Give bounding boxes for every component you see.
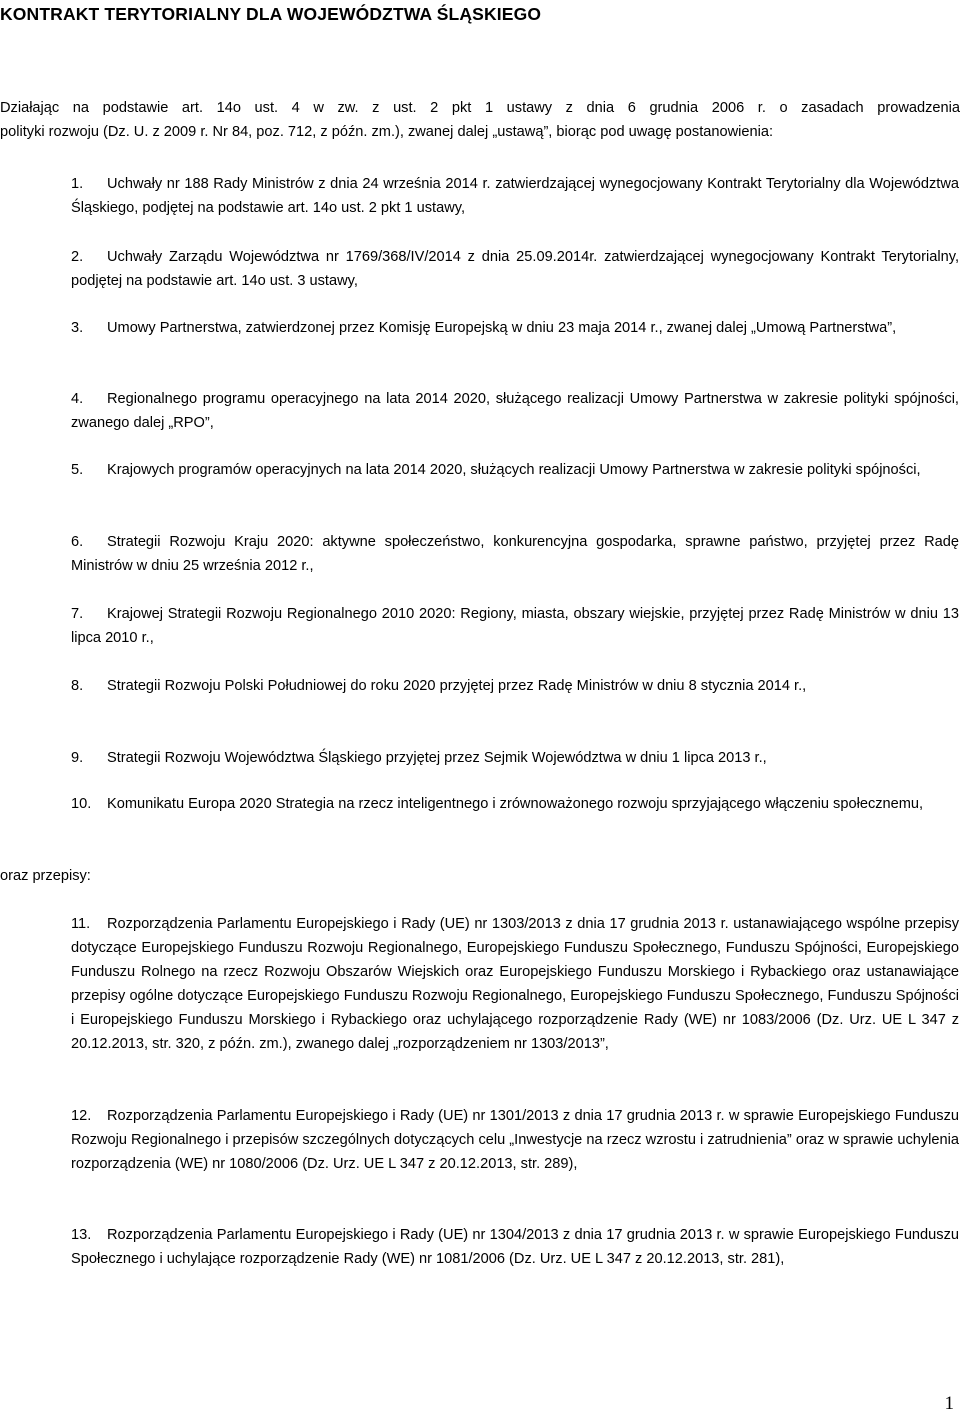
page-number: 1	[944, 1393, 954, 1414]
list-item: 9. Strategii Rozwoju Województwa Śląskiego przyjętej przez Sejmik Województwa w dniu 1 lipca 2013 r.,	[71, 750, 767, 766]
list-item: 3. Umowy Partnerstwa, zatwierdzonej przez Komisję Europejską w dniu 23 maja 2014 r., zwanej dalej „Umową Partnerstwa”,	[71, 320, 897, 336]
list-item: 10. Komunikatu Europa 2020 Strategia na rzecz inteligentnego i zrównoważonego rozwoju sprzyjającego włączeniu społecznemu,	[71, 796, 924, 812]
list-item: 2. Uchwały Zarządu Województwa nr 1769/368/IV/2014 z dnia 25.09.2014r. zatwierdzającej wynegocjowany Kontrakt Terytorialny, podjętej na podstawie art. 14o ust. 3 ustawy,	[71, 249, 959, 289]
list-item: 6. Strategii Rozwoju Kraju 2020: aktywne społeczeństwo, konkurencyjna gospodarka, sprawne państwo, przyjętej przez Radę Ministrów w dniu 25 września 2012 r.,	[71, 534, 959, 574]
list-item: 13. Rozporządzenia Parlamentu Europejskiego i Rady (UE) nr 1304/2013 z dnia 17 grudnia 2013 r. w sprawie Europejskiego Funduszu Społecznego i uchylające rozporządzenie Rady (WE) nr 1081/2006 (Dz. Urz. UE L 347 z 20.12.2013, str. 281),	[71, 1227, 959, 1267]
intro-line-1: Działając na podstawie art. 14o ust. 4 w zw. z ust. 2 pkt 1 ustawy z dnia 6 grudnia 2006 r. o zasadach prowadzenia	[0, 100, 960, 116]
list-item: 4. Regionalnego programu operacyjnego na lata 2014 2020, służącego realizacji Umowy Partnerstwa w zakresie polityki spójności, zwanego dalej „RPO”,	[71, 391, 959, 431]
list-item: 7. Krajowej Strategii Rozwoju Regionalnego 2010 2020: Regiony, miasta, obszary wiejskie, przyjętej przez Radę Ministrów w dniu 13 lipca 2010 r.,	[71, 606, 959, 646]
list-item: 11. Rozporządzenia Parlamentu Europejskiego i Rady (UE) nr 1303/2013 z dnia 17 grudnia 2013 r. ustanawiającego wspólne przepisy dotyczące Europejskiego Funduszu Rozwoju Regionalnego, Europejskiego Funduszu Społecznego, Funduszu Spójności, Europejskiego Funduszu Rolnego na rzecz Rozwoju Obszarów Wiejskich oraz Europejskiego Funduszu Morskiego i Rybackiego oraz ustanawiające przepisy ogólne dotyczące Europejskiego Funduszu Rozwoju Regionalnego, Europejskiego Funduszu Społecznego, Funduszu Spójności i Europejskiego Funduszu Morskiego i Rybackiego oraz uchylającego rozporządzenie Rady (WE) nr 1083/2006 (Dz. Urz. UE L 347 z 20.12.2013, str. 320, z późn. zm.), zwanego dalej „rozporządzeniem nr 1303/2013”,	[71, 916, 959, 1052]
list-item: 5. Krajowych programów operacyjnych na lata 2014 2020, służących realizacji Umowy Partnerstwa w zakresie polityki spójności,	[71, 462, 921, 478]
list-item: 8. Strategii Rozwoju Polski Południowej do roku 2020 przyjętej przez Radę Ministrów w dniu 8 stycznia 2014 r.,	[71, 678, 807, 694]
oraz-przepisy-label: oraz przepisy:	[0, 868, 91, 884]
intro-line-2: polityki rozwoju (Dz. U. z 2009 r. Nr 84, poz. 712, z późn. zm.), zwanej dalej „ustawą”, biorąc pod uwagę postanowienia:	[0, 124, 774, 140]
list-item: 1. Uchwały nr 188 Rady Ministrów z dnia 24 września 2014 r. zatwierdzającej wynegocjowany Kontrakt Terytorialny dla Województwa Śląskiego, podjętej na podstawie art. 14o ust. 2 pkt 1 ustawy,	[71, 176, 959, 216]
document-title: KONTRAKT TERYTORIALNY DLA WOJEWÓDZTWA ŚLĄSKIEGO	[0, 4, 542, 24]
list-item: 12. Rozporządzenia Parlamentu Europejskiego i Rady (UE) nr 1301/2013 z dnia 17 grudnia 2013 r. w sprawie Europejskiego Funduszu Rozwoju Regionalnego i przepisów szczególnych dotyczących celu „Inwestycje na rzecz wzrostu i zatrudnienia” oraz w sprawie uchylenia rozporządzenia (WE) nr 1080/2006 (Dz. Urz. UE L 347 z 20.12.2013, str. 289),	[71, 1108, 959, 1172]
intro-paragraph	[0, 96, 960, 144]
